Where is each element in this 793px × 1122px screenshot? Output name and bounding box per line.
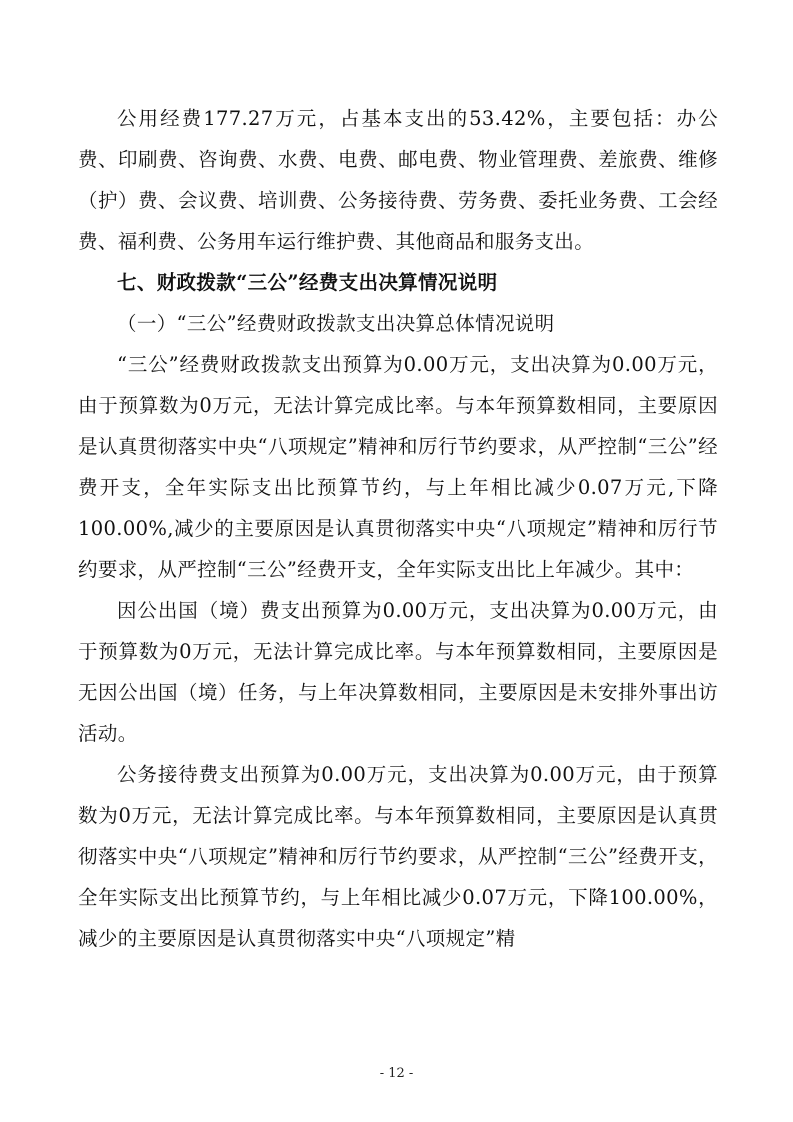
paragraph-official-reception: 公务接待费支出预算为0.00万元，支出决算为0.00万元，由于预算数为0万元，无法计算完成比率。与本年预算数相同，主要原因是认真贯彻落实中央“八项规定”精神和厉行节约要求，从严控制“三公”经费开支，全年实际支出比预算节约，与上年相比减少0.07万元，下降100.00%，减少的主要原因是认真贯彻落实中央“八项规定”精 bbox=[78, 763, 718, 950]
paragraph-three-public-overall: “三公”经费财政拨款支出预算为0.00万元，支出决算为0.00万元，由于预算数为0万元，无法计算完成比率。与本年预算数相同，主要原因是认真贯彻落实中央“八项规定”精神和厉行节约要求，从严控制“三公”经费开支，全年实际支出比预算节约，与上年相比减少0.07万元,下降100.00%,减少的主要原因是认真贯彻落实中央“八项规定”精神和厉行节约要求，从严控制“三公”经费开支，全年实际支出比上年减少。其中： bbox=[78, 353, 718, 581]
page-number: - 12 - bbox=[379, 1066, 414, 1081]
section-heading-three-public: 七、财政拨款“三公”经费支出决算情况说明 bbox=[117, 271, 498, 294]
paragraph-overseas-travel: 因公出国（境）费支出预算为0.00万元，支出决算为0.00万元，由于预算数为0万元，无法计算完成比率。与本年预算数相同，主要原因是无因公出国（境）任务，与上年决算数相同，主要原因是未安排外事出访活动。 bbox=[78, 599, 718, 745]
subsection-heading-overall: （一）“三公”经费财政拨款支出决算总体情况说明 bbox=[117, 312, 555, 335]
document-body bbox=[78, 98, 718, 959]
paragraph-public-expenses: 公用经费177.27万元，占基本支出的53.42%，主要包括：办公费、印刷费、咨询费、水费、电费、邮电费、物业管理费、差旅费、维修（护）费、会议费、培训费、公务接待费、劳务费、委托业务费、工会经费、福利费、公务用车运行维护费、其他商品和服务支出。 bbox=[78, 107, 718, 253]
